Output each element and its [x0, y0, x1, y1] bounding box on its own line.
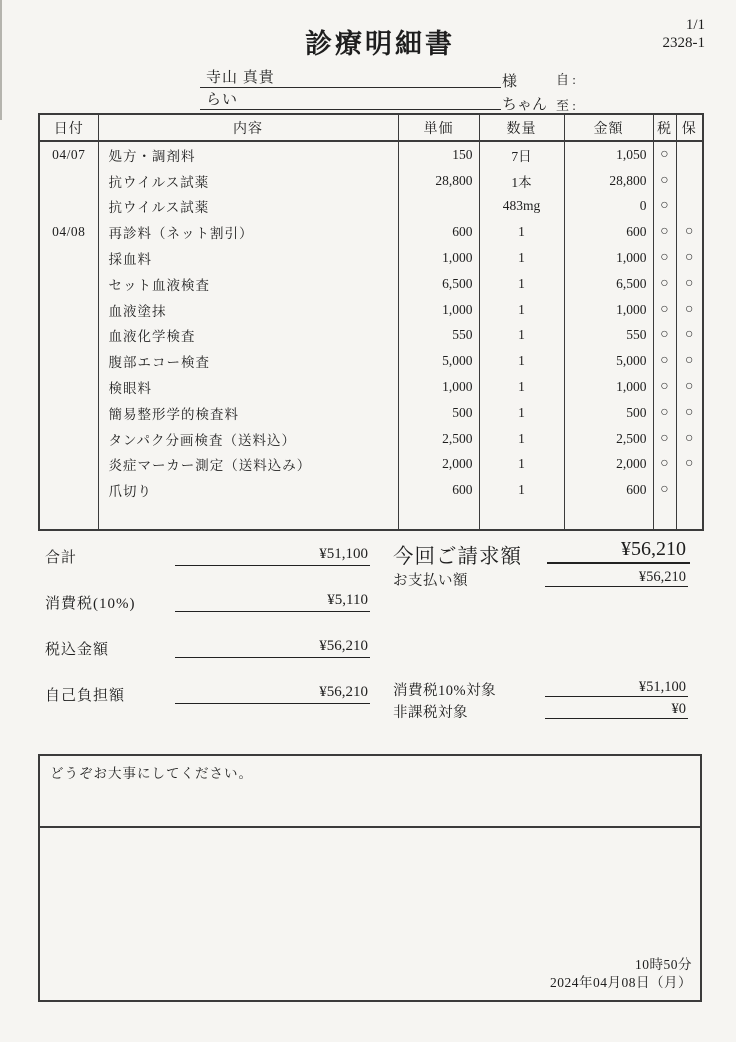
tax-included-label: 税込金額: [45, 642, 110, 658]
pet-honorific: ちゃん: [502, 97, 548, 113]
cell-unit-price: 600: [398, 219, 479, 245]
table-row: [39, 451, 703, 477]
cell-date: [39, 168, 98, 194]
cell-description: 炎症マーカー測定（送料込み）: [98, 451, 398, 477]
cell-insurance-mark: [676, 141, 703, 168]
cell-description: 採血料: [98, 245, 398, 271]
cell-quantity: 1: [479, 348, 564, 374]
cell-amount: 550: [564, 323, 653, 349]
cell-insurance-mark: [676, 168, 703, 194]
cell-quantity: 7日: [479, 141, 564, 168]
cell-quantity: 1: [479, 477, 564, 503]
taxable-10pct-label: 消費税10%対象: [393, 683, 497, 699]
cell-date: [39, 323, 98, 349]
table-row: [39, 245, 703, 271]
cell-date: [39, 451, 98, 477]
cell-description: 処方・調剤料: [98, 141, 398, 168]
cell-tax-mark: ○: [653, 374, 676, 400]
cell-insurance-mark: [676, 194, 703, 220]
page-info: [663, 16, 706, 52]
cell-tax-mark: ○: [653, 245, 676, 271]
footer-box: [38, 754, 702, 1002]
cell-amount: 2,500: [564, 426, 653, 452]
cell-unit-price: [398, 194, 479, 220]
cell-description: 血液塗抹: [98, 297, 398, 323]
header-amount: 金額: [564, 114, 653, 141]
cell-quantity: 1: [479, 374, 564, 400]
header-insurance: 保: [676, 114, 703, 141]
cell-insurance-mark: ○: [676, 451, 703, 477]
print-date: 2024年04月08日（月）: [550, 975, 692, 990]
cell-tax-mark: ○: [653, 219, 676, 245]
cell-insurance-mark: ○: [676, 271, 703, 297]
table-row: [39, 219, 703, 245]
cell-quantity: 1: [479, 323, 564, 349]
header-date: 日付: [39, 114, 98, 141]
cell-insurance-mark: ○: [676, 348, 703, 374]
cell-date: 04/08: [39, 219, 98, 245]
table-row: [39, 323, 703, 349]
cell-tax-mark: ○: [653, 323, 676, 349]
table-empty-space: [39, 503, 703, 530]
cell-tax-mark: ○: [653, 477, 676, 503]
cell-tax-mark: ○: [653, 141, 676, 168]
cell-unit-price: 1,000: [398, 374, 479, 400]
table-header-row: [39, 114, 703, 141]
scan-edge-artifact: [0, 0, 2, 120]
table-row: [39, 400, 703, 426]
cell-insurance-mark: [676, 477, 703, 503]
cell-tax-mark: ○: [653, 451, 676, 477]
cell-amount: 0: [564, 194, 653, 220]
table-row: [39, 194, 703, 220]
self-pay-label: 自己負担額: [45, 688, 126, 704]
cell-insurance-mark: ○: [676, 219, 703, 245]
cell-unit-price: 2,500: [398, 426, 479, 452]
cell-quantity: 1: [479, 400, 564, 426]
cell-tax-mark: ○: [653, 194, 676, 220]
table-row: [39, 426, 703, 452]
owner-honorific: 様: [502, 74, 518, 90]
cell-date: [39, 426, 98, 452]
cell-description: 簡易整形学的検査料: [98, 400, 398, 426]
cell-quantity: 1: [479, 451, 564, 477]
header-unit-price: 単価: [398, 114, 479, 141]
total-value: ¥51,100: [175, 546, 370, 566]
cell-description: 抗ウイルス試薬: [98, 168, 398, 194]
header-tax: 税: [653, 114, 676, 141]
table-row: [39, 271, 703, 297]
footer-lower-area: [40, 828, 700, 998]
nontaxable-label: 非課税対象: [393, 705, 468, 721]
cell-amount: 600: [564, 219, 653, 245]
cell-amount: 1,000: [564, 374, 653, 400]
to-label: 至 :: [556, 98, 576, 113]
cell-insurance-mark: ○: [676, 297, 703, 323]
cell-tax-mark: ○: [653, 426, 676, 452]
payment-label: お支払い額: [393, 573, 468, 589]
cell-description: 検眼料: [98, 374, 398, 400]
cell-unit-price: 600: [398, 477, 479, 503]
cell-unit-price: 6,500: [398, 271, 479, 297]
cell-amount: 6,500: [564, 271, 653, 297]
cell-date: [39, 374, 98, 400]
cell-tax-mark: ○: [653, 168, 676, 194]
cell-tax-mark: ○: [653, 400, 676, 426]
cell-quantity: 1本: [479, 168, 564, 194]
cell-description: 再診料（ネット割引）: [98, 219, 398, 245]
cell-unit-price: 550: [398, 323, 479, 349]
cell-insurance-mark: ○: [676, 426, 703, 452]
table-row: [39, 477, 703, 503]
pet-name: らい: [206, 92, 239, 108]
cell-unit-price: 28,800: [398, 168, 479, 194]
cell-insurance-mark: ○: [676, 245, 703, 271]
billed-amount-label: 今回ご請求額: [393, 546, 522, 568]
cell-unit-price: 5,000: [398, 348, 479, 374]
owner-name: 寺山 真貴: [206, 70, 275, 86]
cell-amount: 5,000: [564, 348, 653, 374]
cell-quantity: 1: [479, 426, 564, 452]
cell-date: [39, 194, 98, 220]
table-row: [39, 374, 703, 400]
cell-amount: 28,800: [564, 168, 653, 194]
pet-name-field: [200, 88, 501, 110]
document-title: 診療明細書: [305, 29, 455, 59]
table-row: [39, 141, 703, 168]
cell-unit-price: 150: [398, 141, 479, 168]
cell-description: タンパク分画検査（送料込）: [98, 426, 398, 452]
header-description: 内容: [98, 114, 398, 141]
cell-date: [39, 477, 98, 503]
nontaxable-value: ¥0: [545, 701, 688, 719]
taxable-10pct-value: ¥51,100: [545, 679, 688, 697]
from-label: 自 :: [556, 72, 576, 87]
cell-date: 04/07: [39, 141, 98, 168]
print-time: 10時50分: [635, 957, 692, 972]
document-number: 2328-1: [662, 35, 705, 51]
table-row: [39, 168, 703, 194]
cell-description: 爪切り: [98, 477, 398, 503]
payment-value: ¥56,210: [545, 569, 688, 587]
cell-unit-price: 1,000: [398, 297, 479, 323]
cell-quantity: 1: [479, 271, 564, 297]
footer-message-area: [40, 756, 700, 828]
print-timestamp: [550, 956, 692, 992]
cell-date: [39, 400, 98, 426]
cell-quantity: 1: [479, 297, 564, 323]
cell-insurance-mark: ○: [676, 374, 703, 400]
table-row: [39, 348, 703, 374]
cell-insurance-mark: ○: [676, 400, 703, 426]
cell-amount: 600: [564, 477, 653, 503]
cell-date: [39, 271, 98, 297]
cell-date: [39, 297, 98, 323]
cell-amount: 1,000: [564, 245, 653, 271]
footer-message: どうぞお大事にしてください。: [50, 766, 253, 781]
owner-name-field: [200, 66, 501, 88]
table-row: [39, 297, 703, 323]
cell-date: [39, 245, 98, 271]
cell-date: [39, 348, 98, 374]
cell-quantity: 483mg: [479, 194, 564, 220]
cell-description: 腹部エコー検査: [98, 348, 398, 374]
cell-unit-price: 1,000: [398, 245, 479, 271]
items-table: [38, 113, 704, 531]
cell-tax-mark: ○: [653, 271, 676, 297]
cell-description: セット血液検査: [98, 271, 398, 297]
tax-included-value: ¥56,210: [175, 638, 370, 658]
cell-unit-price: 500: [398, 400, 479, 426]
cell-quantity: 1: [479, 245, 564, 271]
cell-description: 血液化学検査: [98, 323, 398, 349]
cell-quantity: 1: [479, 219, 564, 245]
cell-amount: 1,050: [564, 141, 653, 168]
total-label: 合計: [45, 550, 78, 566]
cell-description: 抗ウイルス試薬: [98, 194, 398, 220]
cell-amount: 500: [564, 400, 653, 426]
self-pay-value: ¥56,210: [175, 684, 370, 704]
cell-tax-mark: ○: [653, 297, 676, 323]
cell-tax-mark: ○: [653, 348, 676, 374]
billed-amount-value: ¥56,210: [547, 538, 690, 564]
consumption-tax-value: ¥5,110: [175, 592, 370, 612]
cell-amount: 1,000: [564, 297, 653, 323]
cell-amount: 2,000: [564, 451, 653, 477]
header-quantity: 数量: [479, 114, 564, 141]
consumption-tax-label: 消費税(10%): [45, 596, 136, 612]
page-number: 1/1: [685, 17, 705, 33]
cell-unit-price: 2,000: [398, 451, 479, 477]
table-body: [39, 141, 703, 530]
cell-insurance-mark: ○: [676, 323, 703, 349]
